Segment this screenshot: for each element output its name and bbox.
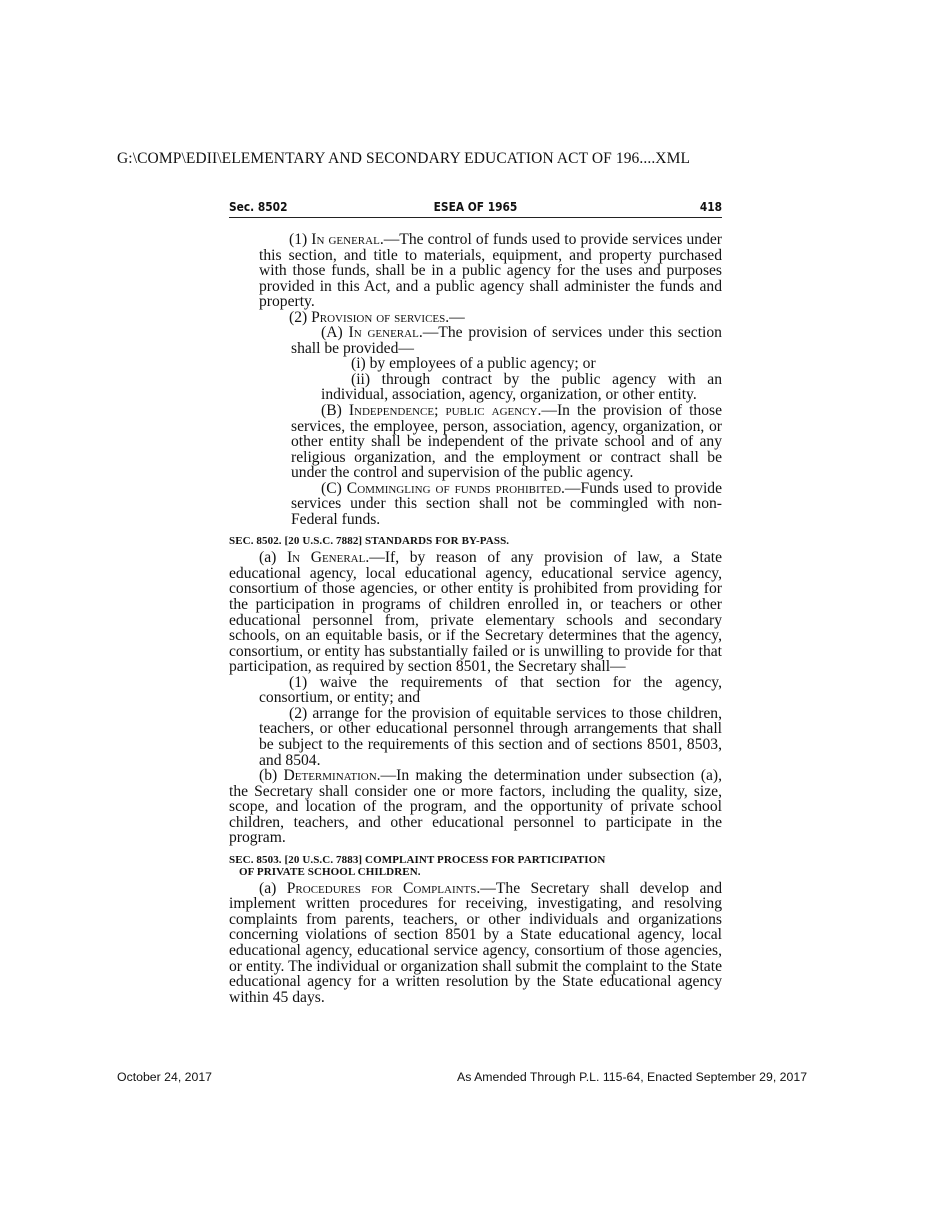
subparagraph-b: (B) Independence; public agency.—In the provision of those services, the employee, person, association, agency, organization, or other entity shall be independent of the private school and of any religious organization, and the employment or contract shall be under the control and supervision of the public agency. xyxy=(291,402,723,482)
subparagraph-a: (A) In general.—The provision of services under this section shall be provided— xyxy=(291,324,722,357)
footer-amended-note: As Amended Through P.L. 115-64, Enacted September 29, 2017 xyxy=(457,1070,808,1084)
paragraph-1: (1) In general.—The control of funds used to provide services under this section, and title to materials, equipment, and property purchased with those funds, shall be in a public agency for the uses and purposes provided in this Act, and a public agency shall administer the funds and property. xyxy=(259,231,722,311)
running-head-title: ESEA OF 1965 xyxy=(433,199,518,214)
section-8502-a-1: (1) waive the requirements of that section for the agency, consortium, or entity; and xyxy=(259,673,722,707)
running-head xyxy=(229,197,722,218)
subparagraph-c: (C) Commingling of funds prohibited.—Funds used to provide services under this section shall not be commingled with non-Federal funds. xyxy=(291,479,722,528)
paragraph-2: (2) Provision of services.— xyxy=(289,308,465,326)
file-path-header: G:\COMP\EDII\ELEMENTARY AND SECONDARY EDUCATION ACT OF 196....XML xyxy=(117,150,691,167)
footer-date: October 24, 2017 xyxy=(117,1070,213,1084)
section-8502-heading: SEC. 8502. [20 U.S.C. 7882] STANDARDS FOR BY-PASS. xyxy=(229,535,510,548)
clause-i: (i) by employees of a public agency; or xyxy=(351,355,596,373)
section-8502-subsection-b: (b) Determination.—In making the determination under subsection (a), the Secretary shall consider one or more factors, including the quality, size, scope, and location of the program, and the opportunity of private school children, teachers, and other educational personnel to participate in the program. xyxy=(229,767,722,847)
section-8502-a-2: (2) arrange for the provision of equitable services to those children, teachers, or other educational personnel through arrangements that shall be subject to the requirements of this section and of sections 8501, 8503, and 8504. xyxy=(259,704,722,769)
statute-text xyxy=(229,232,722,1005)
running-head-section: Sec. 8502 xyxy=(229,199,288,214)
section-8503-heading: SEC. 8503. [20 U.S.C. 7883] COMPLAINT PROCESS FOR PARTICIPATION OF PRIVATE SCHOOL CHILDREN. xyxy=(229,853,606,878)
section-8502-subsection-a: (a) In General.—If, by reason of any provision of law, a State educational agency, local educational agency, educational service agency, consortium of those agencies, or other entity is prohibited from providing for the participation in programs of children enrolled in, or teachers or other educational personnel from, private elementary schools and secondary schools, on an equitable basis, or if the Secretary determines that the agency, consortium, or entity has substantially failed or is unwilling to provide for that participation, as required by section 8501, the Secretary shall— xyxy=(229,549,722,676)
clause-ii: (ii) through contract by the public agency with an individual, association, agency, organization, or other entity. xyxy=(321,370,722,404)
page-number: 418 xyxy=(699,199,722,214)
section-8503-subsection-a: (a) Procedures for Complaints.—The Secretary shall develop and implement written procedures for receiving, investigating, and resolving complaints from parents, teachers, or other individuals and organizations concerning violations of section 8501 by a State educational agency, local educational agency, educational service agency, consortium of those agencies, or entity. The individual or organization shall submit the complaint to the State educational agency for a written resolution by the State educational agency within 45 days. xyxy=(229,879,722,1006)
